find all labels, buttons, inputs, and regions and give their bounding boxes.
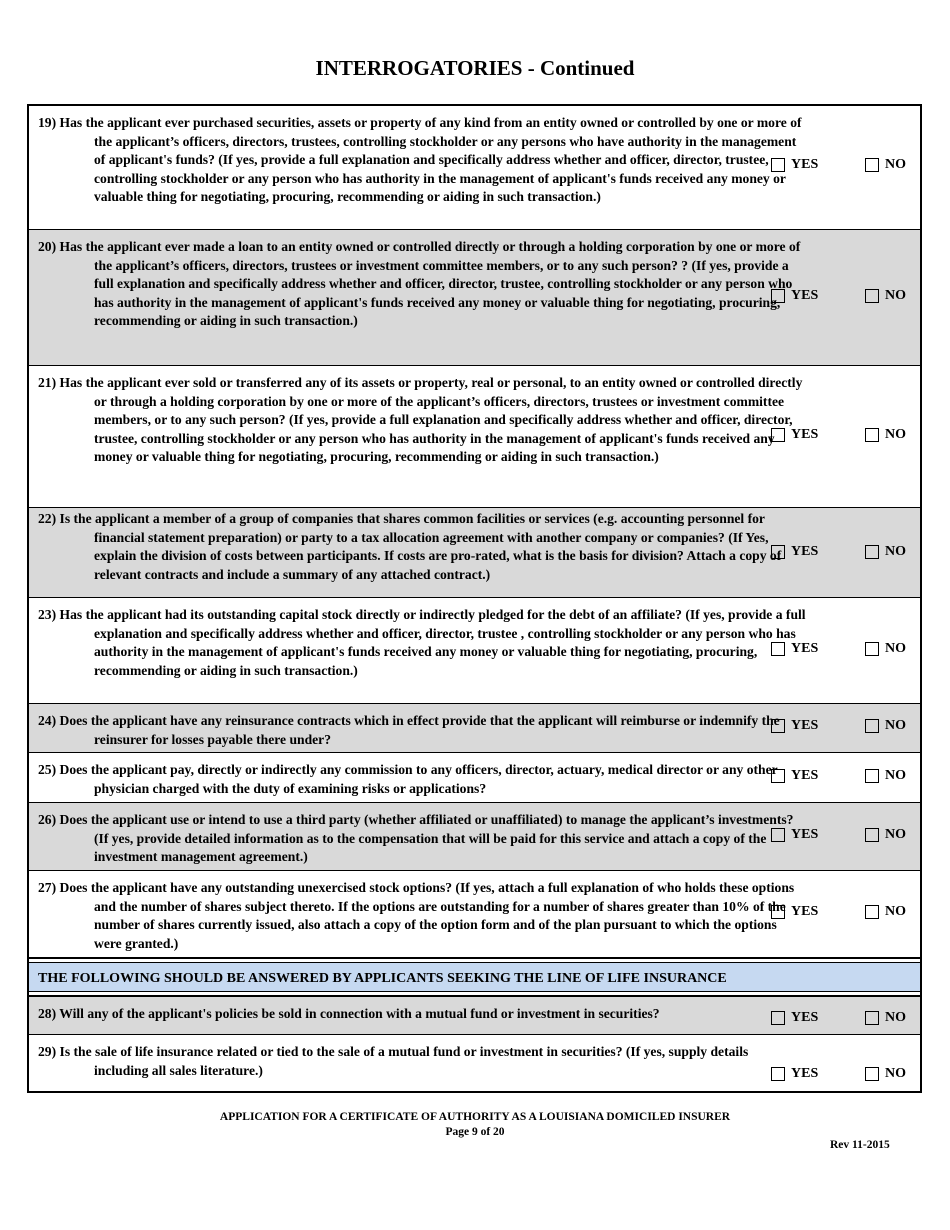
q24-no-checkbox[interactable] bbox=[865, 719, 879, 733]
q27-yes-option[interactable]: YES bbox=[771, 904, 818, 920]
footer-application-title: APPLICATION FOR A CERTIFICATE OF AUTHORITY AS A LOUISIANA DOMICILED INSURER bbox=[219, 1111, 731, 1123]
question-row-20 bbox=[29, 230, 920, 366]
q24-yes-checkbox[interactable] bbox=[771, 719, 785, 733]
question-row-21 bbox=[29, 366, 920, 508]
q26-no-option[interactable]: NO bbox=[865, 827, 906, 843]
section-header-text: THE FOLLOWING SHOULD BE ANSWERED BY APPLICANTS SEEKING THE LINE OF LIFE INSURANCE bbox=[38, 971, 727, 986]
question-text-26: 26) Does the applicant use or intend to use a third party (whether affiliated or unaffiliated) to manage the applicant’s investments? (If yes, provide detailed information as to the compensation that will be paid for this service and attach a copy of the investment management agreement.) bbox=[38, 812, 794, 865]
q21-yes-checkbox[interactable] bbox=[771, 428, 785, 442]
q27-no-option[interactable]: NO bbox=[865, 904, 906, 920]
q19-no-option[interactable]: NO bbox=[865, 157, 906, 173]
q27-yes-checkbox[interactable] bbox=[771, 905, 785, 919]
page-title: INTERROGATORIES - Continued bbox=[315, 56, 635, 80]
q22-yes-checkbox[interactable] bbox=[771, 545, 785, 559]
q19-yes-checkbox[interactable] bbox=[771, 158, 785, 172]
q28-no-option[interactable]: NO bbox=[865, 1010, 906, 1026]
q27-no-checkbox[interactable] bbox=[865, 905, 879, 919]
question-row-27 bbox=[29, 871, 920, 957]
question-row-23 bbox=[29, 598, 920, 704]
q29-no-checkbox[interactable] bbox=[865, 1067, 879, 1081]
q25-no-option[interactable]: NO bbox=[865, 768, 906, 784]
q19-no-checkbox[interactable] bbox=[865, 158, 879, 172]
q20-yes-checkbox[interactable] bbox=[771, 289, 785, 303]
q28-no-checkbox[interactable] bbox=[865, 1011, 879, 1025]
q26-yes-checkbox[interactable] bbox=[771, 828, 785, 842]
life-insurance-section-header bbox=[29, 957, 920, 997]
question-row-22 bbox=[29, 508, 920, 598]
q24-no-option[interactable]: NO bbox=[865, 718, 906, 734]
q29-no-option[interactable]: NO bbox=[865, 1066, 906, 1082]
q23-no-checkbox[interactable] bbox=[865, 642, 879, 656]
q29-yes-checkbox[interactable] bbox=[771, 1067, 785, 1081]
q29-yes-option[interactable]: YES bbox=[771, 1066, 818, 1082]
q21-no-checkbox[interactable] bbox=[865, 428, 879, 442]
question-row-25 bbox=[29, 753, 920, 803]
footer-page-number: Page 9 of 20 bbox=[445, 1126, 505, 1138]
footer-revision: Rev 11-2015 bbox=[830, 1139, 890, 1151]
question-row-24 bbox=[29, 704, 920, 753]
question-row-19 bbox=[29, 106, 920, 230]
section-header-band bbox=[29, 962, 920, 992]
question-text-28: 28) Will any of the applicant's policies be sold in connection with a mutual fund or investment in securities? bbox=[38, 1006, 660, 1021]
question-text-25: 25) Does the applicant pay, directly or indirectly any commission to any officers, director, actuary, medical director or any other physician charged with the duty of examining risks or applications? bbox=[38, 762, 778, 796]
question-row-28 bbox=[29, 997, 920, 1035]
q22-no-option[interactable]: NO bbox=[865, 544, 906, 560]
q20-no-checkbox[interactable] bbox=[865, 289, 879, 303]
question-text-22: 22) Is the applicant a member of a group of companies that shares common facilities or services (e.g. accounting personnel for financial statement preparation) or party to a tax allocation agreement with another company or companies? (If Yes, explain the division of costs between participants. If costs are pro-rated, what is the basis for division? Attach a copy of relevant contracts and include a summary of any attached contract.) bbox=[38, 511, 782, 582]
question-text-29: 29) Is the sale of life insurance related or tied to the sale of a mutual fund or investment in securities? (If yes, supply details including all sales literature.) bbox=[38, 1044, 749, 1078]
question-row-29 bbox=[29, 1035, 920, 1091]
q25-no-checkbox[interactable] bbox=[865, 769, 879, 783]
question-text-21: 21) Has the applicant ever sold or transferred any of its assets or property, real or personal, to an entity owned or controlled directly or through a holding corporation by one or more of the applicant’s officers, directors, trustees or investment committee members, or to any such person? (If yes, provide a full explanation and specifically address whether and officer, director, trustee, controlling stockholder or any person who has authority in the management of applicant's funds received any money or valuable thing for negotiating, procuring, recommending or aiding in such transaction.) bbox=[38, 375, 803, 465]
q21-yes-option[interactable]: YES bbox=[771, 427, 818, 443]
q23-yes-checkbox[interactable] bbox=[771, 642, 785, 656]
question-text-27: 27) Does the applicant have any outstanding unexercised stock options? (If yes, attach a full explanation of who holds these options and the number of shares subject thereto. If the options are outstanding for a number of shares greater than 10% of the number of shares currently issued, also attach a copy of the option form and of the plan pursuant to which the options were granted.) bbox=[38, 880, 795, 951]
q20-no-option[interactable]: NO bbox=[865, 288, 906, 304]
q25-yes-option[interactable]: YES bbox=[771, 768, 818, 784]
q28-yes-checkbox[interactable] bbox=[771, 1011, 785, 1025]
q23-no-option[interactable]: NO bbox=[865, 641, 906, 657]
question-text-20: 20) Has the applicant ever made a loan to an entity owned or controlled directly or through a holding corporation by one or more of the applicant’s officers, directors, trustees or investment committee members, or to any such person? ? (If yes, provide a full explanation and specifically address whether and officer, director, trustee, controlling stockholder or any person who has authority in the management of applicant's funds received any money or valuable thing for negotiating, procuring, recommending or aiding in such transaction.) bbox=[38, 239, 801, 329]
question-text-23: 23) Has the applicant had its outstanding capital stock directly or indirectly pledged for the debt of an affiliate? (If yes, provide a full explanation and specifically address whether and officer, director, trustee , controlling stockholder or any person who has authority in the management of applicant's funds received any money or valuable thing for negotiating, procuring, recommending or aiding in such transaction.) bbox=[38, 607, 806, 678]
question-text-19: 19) Has the applicant ever purchased securities, assets or property of any kind from an entity owned or controlled by one or more of the applicant’s officers, directors, trustees, controlling stockholder or any persons who have authority in the management of applicant's funds? (If yes, provide a full explanation and specifically address whether and officer, director, trustee, controlling stockholder or any person who has authority in the management of applicant's funds received any money or valuable thing for negotiating, procuring, recommending or aiding in such transaction.) bbox=[38, 115, 802, 205]
question-text-24: 24) Does the applicant have any reinsurance contracts which in effect provide that the applicant will reimburse or indemnify the reinsurer for losses payable there under? bbox=[38, 713, 780, 747]
interrogatories-table bbox=[27, 104, 922, 1093]
q22-no-checkbox[interactable] bbox=[865, 545, 879, 559]
q21-no-option[interactable]: NO bbox=[865, 427, 906, 443]
q25-yes-checkbox[interactable] bbox=[771, 769, 785, 783]
q20-yes-option[interactable]: YES bbox=[771, 288, 818, 304]
q23-yes-option[interactable]: YES bbox=[771, 641, 818, 657]
question-row-26 bbox=[29, 803, 920, 871]
q19-yes-option[interactable]: YES bbox=[771, 157, 818, 173]
q26-no-checkbox[interactable] bbox=[865, 828, 879, 842]
q28-yes-option[interactable]: YES bbox=[771, 1010, 818, 1026]
q24-yes-option[interactable]: YES bbox=[771, 718, 818, 734]
q26-yes-option[interactable]: YES bbox=[771, 827, 818, 843]
q22-yes-option[interactable]: YES bbox=[771, 544, 818, 560]
